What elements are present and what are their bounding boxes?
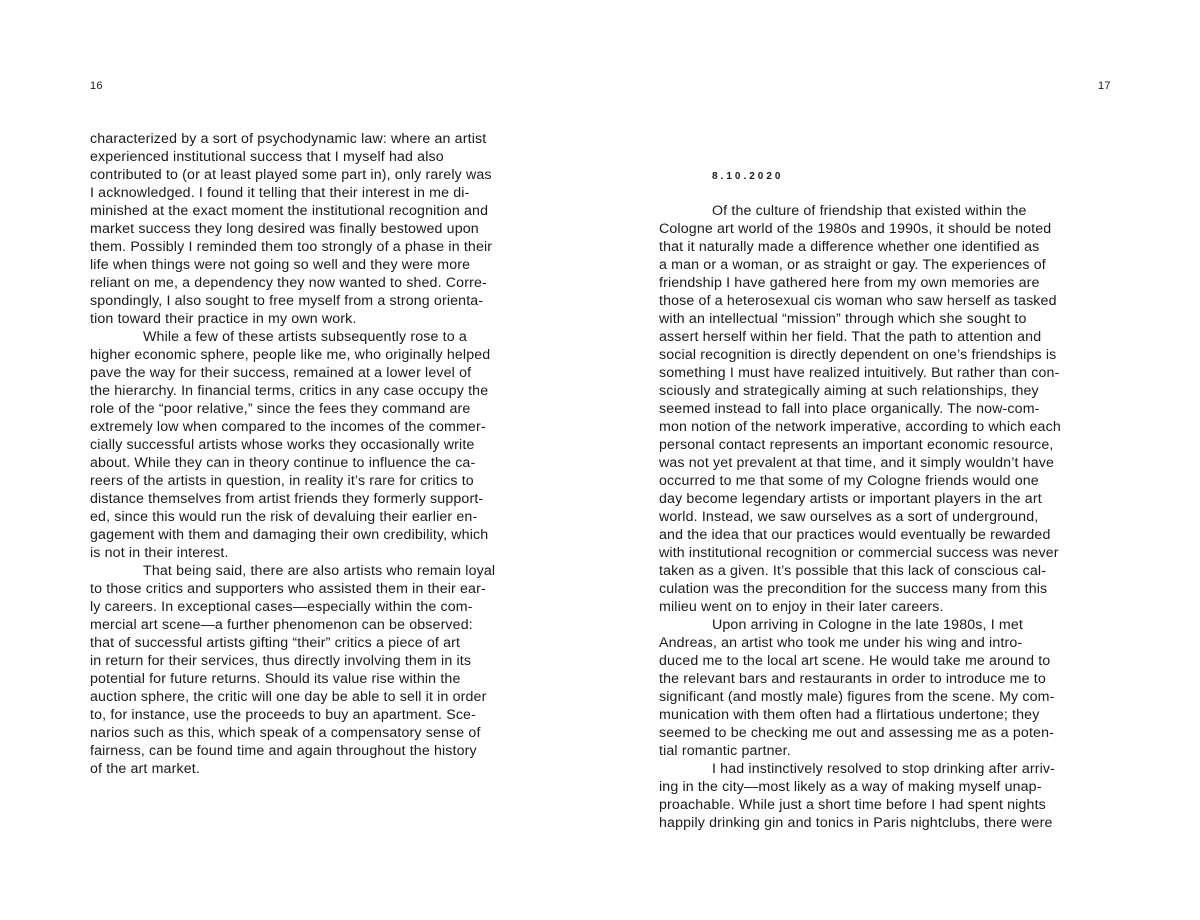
text-line: cially successful artists whose works they occasionally write (90, 437, 475, 453)
text-line: contributed to (or at least played some part in), only rarely was (90, 167, 492, 183)
text-line: ed, since this would run the risk of devaluing their earlier en- (90, 509, 478, 525)
text-line: pave the way for their success, remained at a lower level of (90, 365, 472, 381)
text-line: I had instinctively resolved to stop drinking after arriv- (712, 761, 1056, 777)
text-line: characterized by a sort of psychodynamic law: where an artist (90, 131, 487, 147)
text-line: something I must have realized intuitively. But rather than con- (659, 365, 1060, 381)
text-line: with an intellectual “mission” through which she sought to (659, 311, 1027, 327)
text-line: distance themselves from artist friends they formerly support- (90, 491, 484, 507)
text-line: the hierarchy. In financial terms, critics in any case occupy the (90, 383, 489, 399)
left-page-body (90, 130, 542, 778)
text-line: seemed instead to fall into place organically. The now-com- (659, 401, 1040, 417)
text-line: tial romantic partner. (659, 743, 791, 759)
text-line: narios such as this, which speak of a compensatory sense of (90, 725, 481, 741)
text-line: and the idea that our practices would eventually be rewarded (659, 527, 1051, 543)
text-line: tion toward their practice in my own work. (90, 311, 357, 327)
text-line: that it naturally made a difference whether one identified as (659, 239, 1040, 255)
text-line: life when things were not going so well and they were more (90, 257, 471, 273)
text-line: extremely low when compared to the incomes of the commer- (90, 419, 486, 435)
text-line: Andreas, an artist who took me under his wing and intro- (659, 635, 1023, 651)
text-line: That being said, there are also artists who remain loyal (143, 563, 496, 579)
text-line: Cologne art world of the 1980s and 1990s, it should be noted (659, 221, 1052, 237)
text-line: minished at the exact moment the institutional recognition and (90, 203, 489, 219)
text-line: I acknowledged. I found it telling that their interest in me di- (90, 185, 470, 201)
text-line: was not yet prevalent at that time, and it simply wouldn’t have (659, 455, 1055, 471)
text-line: Of the culture of friendship that existed within the (712, 203, 1027, 219)
text-line: those of a heterosexual cis woman who saw herself as tasked (659, 293, 1057, 309)
text-line: ly careers. In exceptional cases—especially within the com- (90, 599, 473, 615)
text-line: market success they long desired was finally bestowed upon (90, 221, 479, 237)
text-line: about. While they can in theory continue to influence the ca- (90, 455, 476, 471)
text-line: auction sphere, the critic will one day be able to sell it in order (90, 689, 487, 705)
text-line: mercial art scene—a further phenomenon can be observed: (90, 617, 473, 633)
text-line: reliant on me, a dependency they now wanted to shed. Corre- (90, 275, 487, 291)
text-line: culation was the precondition for the success many from this (659, 581, 1048, 597)
text-line: mon notion of the network imperative, according to which each (659, 419, 1061, 435)
text-line: gagement with them and damaging their own credibility, which (90, 527, 489, 543)
text-line: that of successful artists gifting “their” critics a piece of art (90, 635, 461, 651)
page-number-left: 16 (90, 80, 103, 92)
text-line: a man or a woman, or as straight or gay. The experiences of (659, 257, 1046, 273)
text-line: world. Instead, we saw ourselves as a sort of underground, (659, 509, 1039, 525)
text-line: happily drinking gin and tonics in Paris nightclubs, there were (659, 815, 1053, 831)
text-line: to those critics and supporters who assisted them in their ear- (90, 581, 486, 597)
text-line: in return for their services, thus directly involving them in its (90, 653, 472, 669)
text-line: is not in their interest. (90, 545, 229, 561)
text-line: with institutional recognition or commercial success was never (659, 545, 1059, 561)
text-line: them. Possibly I reminded them too strongly of a phase in their (90, 239, 493, 255)
text-line: fairness, can be found time and again throughout the history (90, 743, 477, 759)
text-line: ing in the city—most likely as a way of making myself unap- (659, 779, 1042, 795)
text-line: duced me to the local art scene. He would take me around to (659, 653, 1051, 669)
text-line: Upon arriving in Cologne in the late 1980s, I met (712, 617, 1023, 633)
text-line: taken as a given. It’s possible that this lack of conscious cal- (659, 563, 1047, 579)
right-page-body (659, 202, 1111, 832)
text-line: munication with them often had a flirtatious undertone; they (659, 707, 1040, 723)
text-line: milieu went on to enjoy in their later careers. (659, 599, 944, 615)
text-line: of the art market. (90, 761, 200, 777)
page-number-right: 17 (1098, 80, 1111, 92)
text-line: higher economic sphere, people like me, who originally helped (90, 347, 491, 363)
text-line: proachable. While just a short time before I had spent nights (659, 797, 1046, 813)
text-line: social recognition is directly dependent on one’s friendships is (659, 347, 1057, 363)
text-line: spondingly, I also sought to free myself from a strong orienta- (90, 293, 484, 309)
text-line: experienced institutional success that I myself had also (90, 149, 444, 165)
text-line: role of the “poor relative,” since the fees they command are (90, 401, 471, 417)
text-line: personal contact represents an important economic resource, (659, 437, 1054, 453)
text-line: friendship I have gathered here from my own memories are (659, 275, 1040, 291)
text-line: potential for future returns. Should its value rise within the (90, 671, 461, 687)
text-line: While a few of these artists subsequently rose to a (143, 329, 467, 345)
text-line: day become legendary artists or important players in the art (659, 491, 1042, 507)
text-line: to, for instance, use the proceeds to buy an apartment. Sce- (90, 707, 476, 723)
text-line: occurred to me that some of my Cologne friends would one (659, 473, 1039, 489)
text-line: significant (and mostly male) figures from the scene. My com- (659, 689, 1055, 705)
text-line: sciously and strategically aiming at such relationships, they (659, 383, 1039, 399)
date-heading: 8.10.2020 (712, 171, 784, 182)
text-line: the relevant bars and restaurants in order to introduce me to (659, 671, 1046, 687)
text-line: reers of the artists in question, in reality it’s rare for critics to (90, 473, 474, 489)
text-line: seemed to be checking me out and assessing me as a poten- (659, 725, 1054, 741)
text-line: assert herself within her field. That the path to attention and (659, 329, 1042, 345)
